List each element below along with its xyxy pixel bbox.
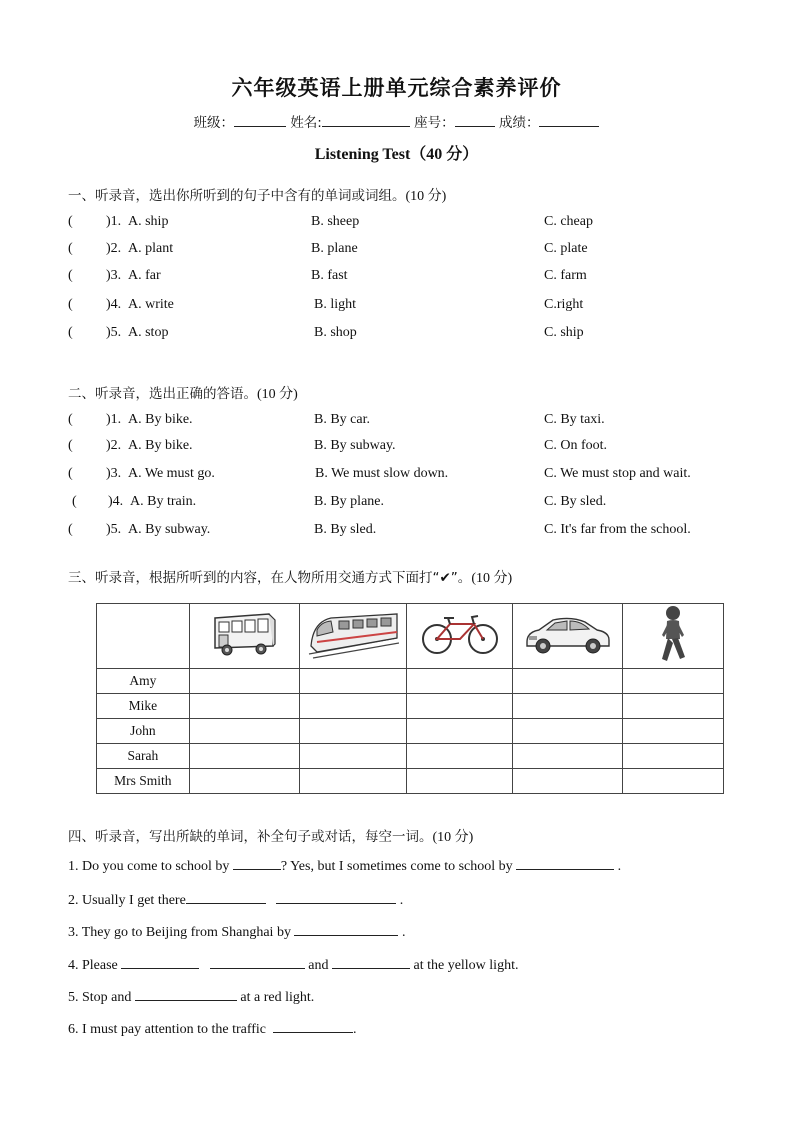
blank-corner-cell <box>97 604 190 669</box>
score-blank[interactable] <box>539 114 599 127</box>
option-b: B. light <box>314 297 357 312</box>
fill-blank[interactable] <box>276 890 396 904</box>
table-header-row <box>97 604 724 669</box>
sentence-5 <box>68 987 314 1006</box>
train-cell <box>299 604 407 669</box>
option-b: B. plane <box>311 241 358 256</box>
fill-blank[interactable] <box>273 1019 353 1033</box>
question-number: )5. <box>106 522 122 537</box>
class-label: 班级： <box>193 115 235 131</box>
fill-blank[interactable] <box>186 890 266 904</box>
option-c: C. cheap <box>544 214 593 229</box>
sentence-text: . <box>399 893 404 908</box>
section2-points: (10 分) <box>257 387 298 402</box>
sentence-text: 3. They go to Beijing from Shanghai by <box>68 925 291 940</box>
sentence-3 <box>68 922 405 941</box>
answer-cell[interactable] <box>623 669 724 694</box>
option-a: A. plant <box>128 241 174 256</box>
question-number: )3. <box>106 466 122 481</box>
sentence-text: at the yellow light. <box>413 958 519 973</box>
answer-paren[interactable]: ( <box>68 412 73 427</box>
option-a: A. By subway. <box>128 522 211 537</box>
question-number: )4. <box>106 297 122 312</box>
answer-cell[interactable] <box>513 769 623 794</box>
walking-cell <box>623 604 724 669</box>
sentence-text: 5. Stop and <box>68 990 132 1005</box>
option-c: C.right <box>544 297 584 312</box>
answer-paren[interactable]: ( <box>72 494 77 509</box>
option-a: A. far <box>128 268 161 283</box>
answer-paren[interactable]: ( <box>68 438 73 453</box>
bike-cell <box>407 604 513 669</box>
option-a: A. stop <box>128 325 169 340</box>
option-c: C. plate <box>544 241 588 256</box>
section2-heading-text: 二、听录音，选出正确的答语。 <box>68 386 257 402</box>
table-row <box>97 719 724 744</box>
sentence-text: . <box>617 859 622 874</box>
sentence-text: . <box>401 925 406 940</box>
sentence-1 <box>68 856 621 875</box>
sentence-text: ? Yes, but I sometimes come to school by <box>280 859 513 874</box>
answer-paren[interactable]: ( <box>68 325 73 340</box>
table-row <box>97 669 724 694</box>
section3-heading <box>68 566 512 587</box>
person-name: Mrs Smith <box>97 769 190 794</box>
option-a: A. write <box>128 297 174 312</box>
answer-cell[interactable] <box>299 769 407 794</box>
train-icon <box>307 608 399 660</box>
answer-cell[interactable] <box>623 719 724 744</box>
option-b: B. By car. <box>314 412 370 427</box>
sentence-2 <box>68 890 403 909</box>
option-b: B. We must slow down. <box>315 466 449 481</box>
sentence-text: at a red light. <box>240 990 315 1005</box>
listening-test-subtitle: Listening Test（40 分） <box>314 146 479 163</box>
section1-points: (10 分) <box>405 189 447 204</box>
answer-cell[interactable] <box>623 694 724 719</box>
answer-cell[interactable] <box>189 694 299 719</box>
name-blank[interactable] <box>322 114 410 127</box>
option-a: A. ship <box>128 214 169 229</box>
person-name: Sarah <box>97 744 190 769</box>
section4-heading-text: 四、听录音，写出所缺的单词，补全句子或对话，每空一词。 <box>68 829 433 845</box>
option-c: C. We must stop and wait. <box>544 466 691 481</box>
answer-cell[interactable] <box>623 769 724 794</box>
bus-icon <box>209 608 279 660</box>
answer-paren[interactable]: ( <box>68 268 73 283</box>
option-b: B. fast <box>311 268 348 283</box>
answer-cell[interactable] <box>189 769 299 794</box>
person-name: Amy <box>97 669 190 694</box>
answer-cell[interactable] <box>407 669 513 694</box>
car-cell <box>513 604 623 669</box>
fill-blank[interactable] <box>332 955 410 969</box>
answer-cell[interactable] <box>189 669 299 694</box>
answer-cell[interactable] <box>189 719 299 744</box>
option-a: A. By bike. <box>128 438 193 453</box>
score-label: 成绩： <box>498 115 540 131</box>
car-icon <box>523 612 613 656</box>
section3-points: (10 分) <box>471 571 513 586</box>
person-name: Mike <box>97 694 190 719</box>
answer-cell[interactable] <box>407 769 513 794</box>
sentence-text: and <box>308 958 329 973</box>
person-name: John <box>97 719 190 744</box>
table-row <box>97 769 724 794</box>
answer-cell[interactable] <box>407 744 513 769</box>
table-row <box>97 694 724 719</box>
option-b: B. By sled. <box>314 522 377 537</box>
fill-blank[interactable] <box>121 955 199 969</box>
transport-table <box>96 603 724 794</box>
option-a: A. We must go. <box>128 466 215 481</box>
fill-blank[interactable] <box>516 856 614 870</box>
section1-heading <box>68 184 446 205</box>
fill-blank[interactable] <box>233 856 281 870</box>
answer-paren[interactable]: ( <box>68 522 73 537</box>
table-row <box>97 744 724 769</box>
section3-heading-text: 三、听录音，根据所听到的内容，在人物所用交通方式下面打“✔”。 <box>68 570 472 586</box>
question-number: )1. <box>106 214 122 229</box>
question-number: )5. <box>106 325 122 340</box>
answer-paren[interactable]: ( <box>68 466 73 481</box>
answer-paren[interactable]: ( <box>68 214 73 229</box>
question-number: )1. <box>106 412 122 427</box>
fill-blank[interactable] <box>210 955 305 969</box>
answer-cell[interactable] <box>407 719 513 744</box>
bus-cell <box>189 604 299 669</box>
answer-cell[interactable] <box>513 694 623 719</box>
sentence-6 <box>68 1019 357 1038</box>
answer-cell[interactable] <box>299 669 407 694</box>
option-b: B. sheep <box>311 214 360 229</box>
answer-cell[interactable] <box>513 669 623 694</box>
section1-heading-text: 一、听录音，选出你所听到的句子中含有的单词或词组。 <box>68 188 406 204</box>
walking-person-icon <box>658 605 688 663</box>
answer-cell[interactable] <box>299 744 407 769</box>
answer-cell[interactable] <box>299 694 407 719</box>
fill-blank[interactable] <box>294 922 398 936</box>
answer-cell[interactable] <box>189 744 299 769</box>
class-blank[interactable] <box>234 114 286 127</box>
seat-blank[interactable] <box>455 114 495 127</box>
answer-cell[interactable] <box>623 744 724 769</box>
fill-blank[interactable] <box>135 987 237 1001</box>
option-c: C. On foot. <box>544 438 607 453</box>
option-b: B. By subway. <box>314 438 396 453</box>
question-number: )2. <box>106 241 122 256</box>
option-b: B. By plane. <box>314 494 384 509</box>
student-info-line <box>0 111 793 131</box>
answer-cell[interactable] <box>299 719 407 744</box>
option-c: C. It's far from the school. <box>544 522 691 537</box>
answer-paren[interactable]: ( <box>68 297 73 312</box>
sentence-text: 2. Usually I get there <box>68 893 186 908</box>
question-number: )2. <box>106 438 122 453</box>
option-c: C. By sled. <box>544 494 607 509</box>
option-c: C. By taxi. <box>544 412 605 427</box>
answer-cell[interactable] <box>513 719 623 744</box>
option-a: A. By train. <box>130 494 197 509</box>
section2-heading <box>68 382 298 403</box>
sentence-4 <box>68 955 518 974</box>
section4-heading <box>68 825 473 846</box>
option-c: C. ship <box>544 325 584 340</box>
option-a: A. By bike. <box>128 412 193 427</box>
answer-paren[interactable]: ( <box>68 241 73 256</box>
option-b: B. shop <box>314 325 357 340</box>
answer-cell[interactable] <box>513 744 623 769</box>
question-number: )4. <box>108 494 124 509</box>
sentence-text: . <box>353 1022 357 1037</box>
answer-cell[interactable] <box>407 694 513 719</box>
name-label: 姓名: <box>290 115 322 131</box>
sentence-text: 4. Please <box>68 958 118 973</box>
page-title: 六年级英语上册单元综合素养评价 <box>231 76 562 100</box>
section4-points: (10 分) <box>432 830 474 845</box>
bike-icon <box>420 612 500 656</box>
seat-label: 座号： <box>414 115 455 131</box>
sentence-text: 6. I must pay attention to the traffic <box>68 1022 267 1037</box>
sentence-text: 1. Do you come to school by <box>68 859 230 874</box>
question-number: )3. <box>106 268 122 283</box>
option-c: C. farm <box>544 268 587 283</box>
